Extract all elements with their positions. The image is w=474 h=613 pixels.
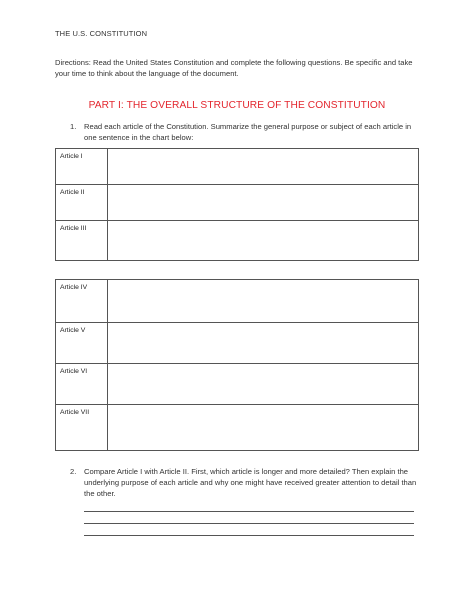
article-label: Article V [56, 323, 108, 364]
article-label: Article VII [56, 405, 108, 451]
answer-lines [84, 500, 414, 536]
question-2-number: 2. [70, 467, 77, 476]
question-1 [70, 121, 420, 143]
article-answer-cell[interactable] [108, 280, 419, 323]
article-answer-cell[interactable] [108, 185, 419, 221]
articles-table-2 [55, 279, 419, 451]
table-row [56, 280, 419, 323]
answer-line[interactable] [84, 512, 414, 524]
table-row [56, 364, 419, 405]
article-answer-cell[interactable] [108, 149, 419, 185]
article-answer-cell[interactable] [108, 323, 419, 364]
articles-table-1 [55, 148, 419, 261]
question-2 [70, 466, 420, 499]
article-label: Article VI [56, 364, 108, 405]
article-answer-cell[interactable] [108, 364, 419, 405]
table-row [56, 405, 419, 451]
table-row [56, 221, 419, 261]
table-row [56, 149, 419, 185]
article-label: Article II [56, 185, 108, 221]
directions-text: Directions: Read the United States Constitution and complete the following questions. Be specific and take your time to think about the language of the document. [55, 58, 413, 78]
part-one-title: PART I: THE OVERALL STRUCTURE OF THE CONSTITUTION [88, 100, 386, 111]
article-label: Article I [56, 149, 108, 185]
question-1-text: Read each article of the Constitution. Summarize the general purpose or subject of each article in one sentence in the chart below: [84, 122, 412, 142]
answer-line[interactable] [84, 524, 414, 536]
article-answer-cell[interactable] [108, 221, 419, 261]
answer-line[interactable] [84, 500, 414, 512]
article-answer-cell[interactable] [108, 405, 419, 451]
table-row [56, 185, 419, 221]
article-label: Article IV [56, 280, 108, 323]
question-1-number: 1. [70, 122, 77, 131]
table-row [56, 323, 419, 364]
document-header: THE U.S. CONSTITUTION [55, 29, 148, 38]
question-2-text: Compare Article I with Article II. First, which article is longer and more detailed? Then explain the underlying purpose of each article and why one might have received greater attention to detail than the other. [84, 467, 417, 498]
article-label: Article III [56, 221, 108, 261]
